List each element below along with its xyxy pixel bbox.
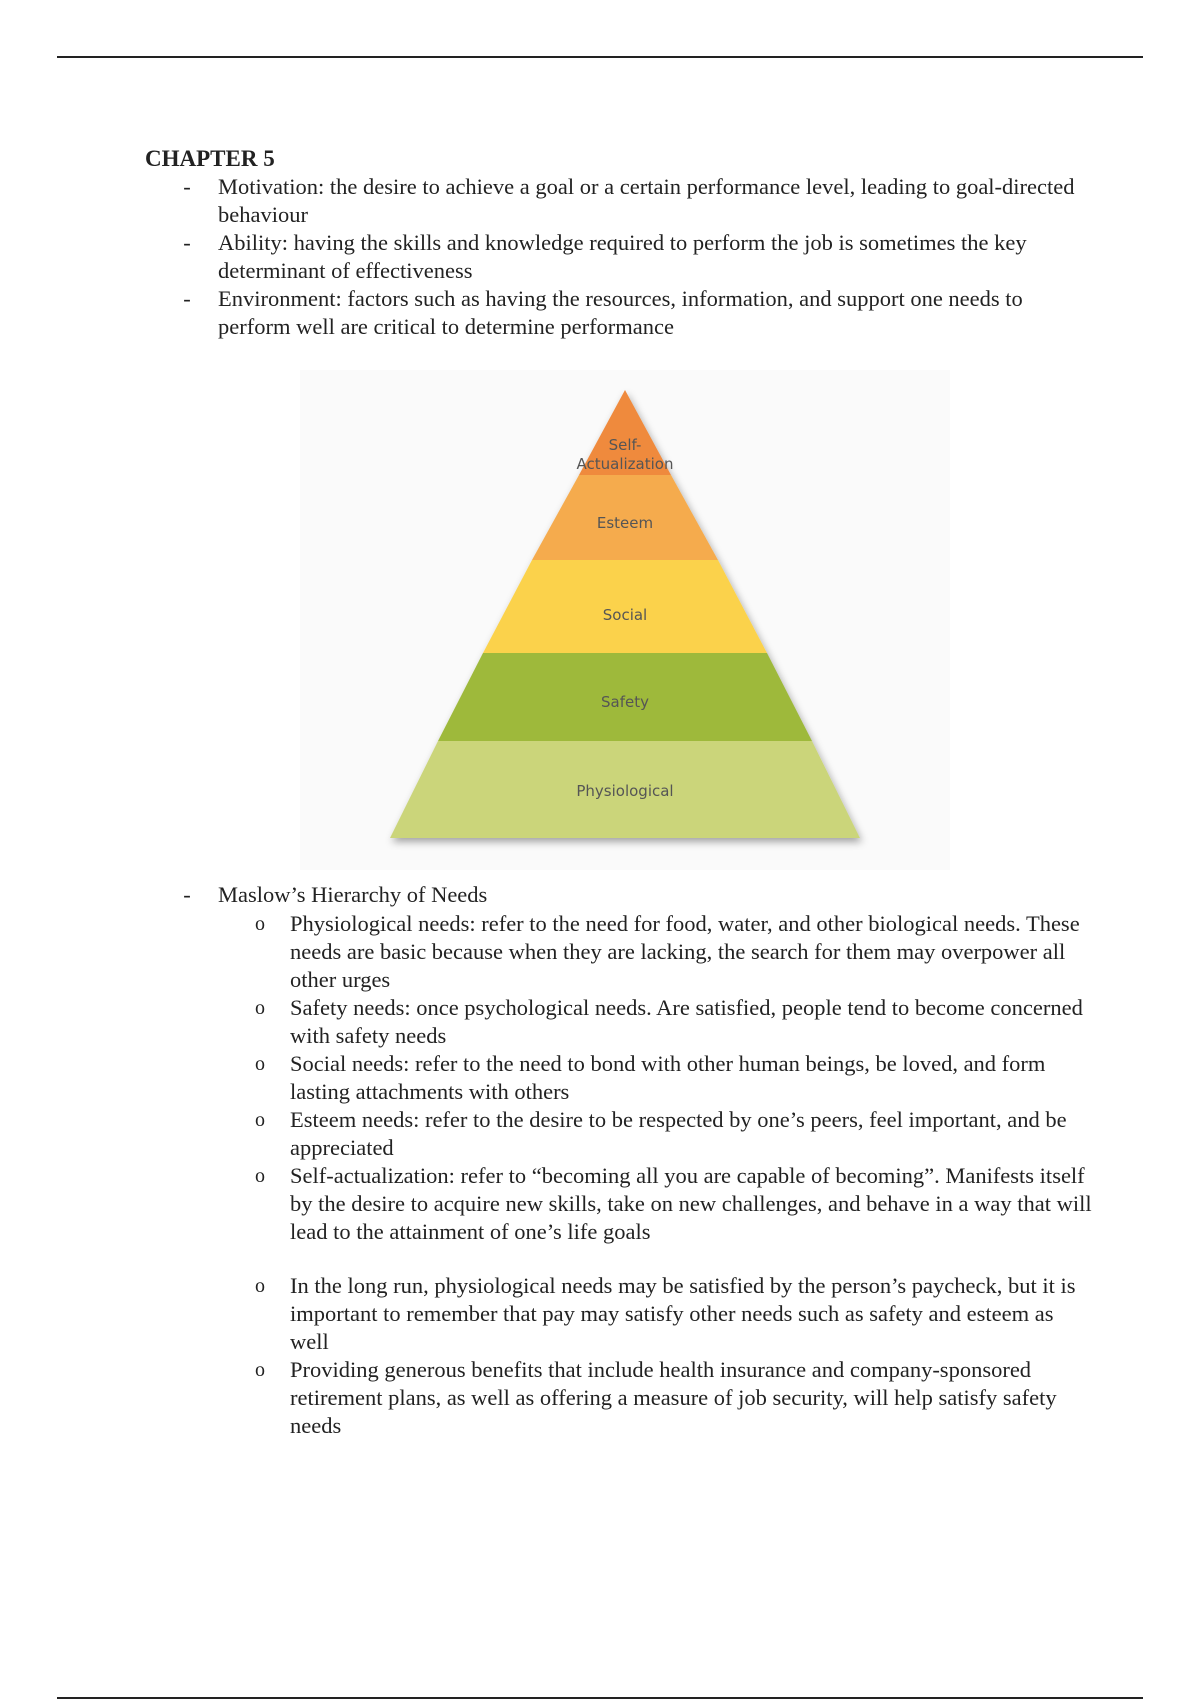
circle-bullet: o: [255, 997, 265, 1019]
maslow-needs-list: [253, 910, 1093, 1440]
circle-bullet: o: [255, 1053, 265, 1075]
need-text-physiological: Physiological needs: refer to the need for food, water, and other biological needs. These needs are basic because when they are lacking, the search for them may overpower all other urges: [290, 911, 1080, 992]
circle-bullet: o: [255, 1275, 265, 1297]
need-text-esteem: Esteem needs: refer to the desire to be respected by one’s peers, feel important, and be appreciated: [290, 1107, 1067, 1160]
circle-bullet: o: [255, 1165, 265, 1187]
list-item: [253, 1162, 1093, 1246]
circle-bullet: o: [255, 1109, 265, 1131]
top-rule: [57, 56, 1143, 58]
bullet-text-ability: Ability: having the skills and knowledge required to perform the job is sometimes the key determinant of effectiveness: [218, 230, 1027, 283]
list-item: [253, 1272, 1093, 1356]
list-gap: [253, 1246, 1093, 1272]
list-item: [253, 994, 1093, 1050]
bullet-text-motivation: Motivation: the desire to achieve a goal or a certain performance level, leading to goal-directed behaviour: [218, 174, 1075, 227]
maslow-heading: Maslow’s Hierarchy of Needs: [218, 882, 488, 907]
list-item: [253, 1106, 1093, 1162]
list-item: [253, 910, 1093, 994]
chapter-title: CHAPTER 5: [145, 146, 275, 171]
note-text-benefits: Providing generous benefits that include health insurance and company-sponsored retirement plans, as well as offering a measure of job security, will help satisfy safety needs: [290, 1357, 1057, 1438]
need-text-social: Social needs: refer to the need to bond with other human beings, be loved, and form lasting attachments with others: [290, 1051, 1046, 1104]
pyramid-label-physiological: Physiological: [576, 782, 674, 800]
list-item: [253, 1050, 1093, 1106]
intro-bullet-list: [180, 173, 1095, 341]
list-item: [180, 173, 1095, 229]
dash-bullet: -: [183, 882, 191, 907]
pyramid-label-safety: Safety: [601, 693, 649, 711]
list-item: [253, 1356, 1093, 1440]
list-item: [180, 229, 1095, 285]
circle-bullet: o: [255, 913, 265, 935]
list-item: [180, 285, 1095, 341]
dash-bullet: -: [183, 286, 191, 311]
dash-bullet: -: [183, 230, 191, 255]
pyramid-label-social: Social: [602, 606, 648, 624]
pyramid-label-actualization: Actualization: [576, 455, 674, 473]
need-text-self-actualization: Self-actualization: refer to “becoming all you are capable of becoming”. Manifests itself by the desire to acquire new skills, take on new challenges, and behave in a way that will lead to the attainment of one’s life goals: [290, 1163, 1092, 1244]
note-text-paycheck: In the long run, physiological needs may be satisfied by the person’s paycheck, but it is important to remember that pay may satisfy other needs such as safety and esteem as well: [290, 1273, 1076, 1354]
maslow-heading-item: [180, 881, 1095, 909]
circle-bullet: o: [255, 1359, 265, 1381]
pyramid-label-self: Self-: [608, 436, 642, 454]
pyramid-svg: [300, 370, 950, 870]
list-item: [180, 881, 1095, 909]
bullet-text-environment: Environment: factors such as having the resources, information, and support one needs to perform well are critical to determine performance: [218, 286, 1023, 339]
pyramid-label-esteem: Esteem: [596, 514, 654, 532]
bottom-rule: [57, 1697, 1143, 1699]
maslow-pyramid-figure: [300, 370, 950, 870]
need-text-safety: Safety needs: once psychological needs. Are satisfied, people tend to become concerned with safety needs: [290, 995, 1083, 1048]
dash-bullet: -: [183, 174, 191, 199]
